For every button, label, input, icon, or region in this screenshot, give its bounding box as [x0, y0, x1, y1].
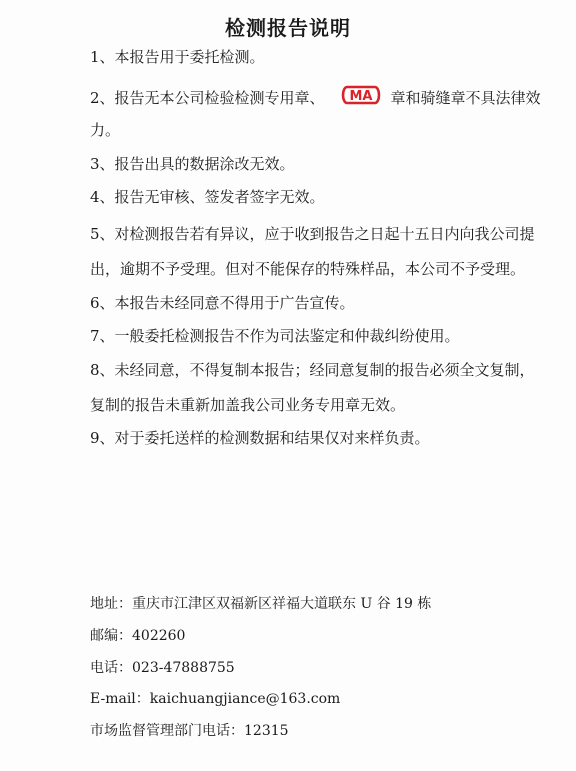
- note-item-1: 1、本报告用于委托检测。: [90, 48, 265, 66]
- note-item-8: 8、未经同意，不得复制本报告；经同意复制的报告必须全文复制，: [90, 361, 535, 379]
- note-item-2-text-b: 章和骑缝章不具法律效: [390, 89, 541, 107]
- note-item-9: 9、对于委托送样的检测数据和结果仅对来样负责。: [90, 429, 430, 447]
- note-item-5-cont: 出，逾期不予受理。但对不能保存的特殊样品，本公司不予受理。: [90, 260, 526, 278]
- note-item-2: [90, 87, 541, 111]
- footer-postcode: 邮编：402260: [90, 628, 186, 644]
- ma-seal-text: MA: [349, 89, 373, 104]
- note-item-7: 7、一般委托检测报告不作为司法鉴定和仲裁纠纷使用。: [90, 327, 460, 345]
- footer-phone: 电话：023-47888755: [90, 660, 235, 676]
- footer-market-phone: 市场监督管理部门电话：12315: [90, 723, 289, 739]
- note-item-4: 4、报告无审核、签发者签字无效。: [90, 188, 325, 206]
- note-item-2-cont: 力。: [90, 121, 121, 139]
- document-title: 检测报告说明: [225, 16, 351, 40]
- note-item-8-cont: 复制的报告未重新加盖我公司业务专用章无效。: [90, 396, 406, 414]
- note-item-2-text-a: 2、报告无本公司检验检测专用章、: [90, 89, 325, 107]
- note-item-5: 5、对检测报告若有异议，应于收到报告之日起十五日内向我公司提: [90, 225, 535, 243]
- note-item-3: 3、报告出具的数据涂改无效。: [90, 155, 295, 173]
- footer-address: 地址：重庆市江津区双福新区祥福大道联东 U 谷 19 栋: [90, 596, 432, 612]
- ma-seal-icon: [341, 85, 381, 109]
- note-item-6: 6、本报告未经同意不得用于广告宣传。: [90, 294, 355, 312]
- footer-email: E-mail：kaichuangjiance@163.com: [90, 691, 341, 707]
